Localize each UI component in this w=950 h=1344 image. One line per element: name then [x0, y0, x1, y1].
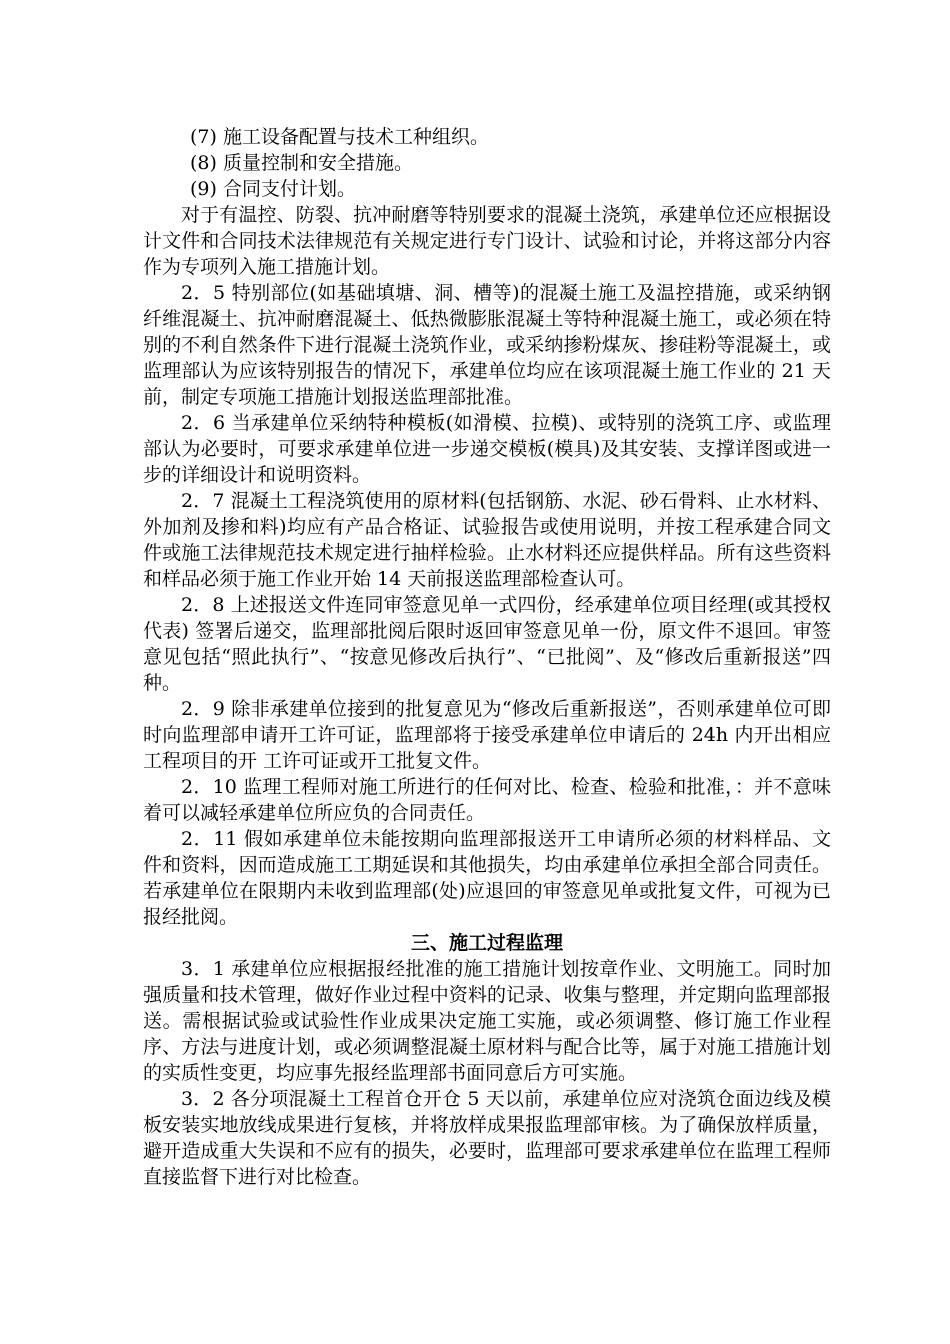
paragraph: 2．10 监理工程师对施工所进行的任何对比、检查、检验和批准，：并不意味着可以减轻承建单位所应负的合同责任。 — [143, 776, 831, 824]
section-title: 三、施工过程监理 — [410, 932, 563, 954]
paragraph: 2．7 混凝土工程浇筑使用的原材料(包括钢筋、水泥、砂石骨料、止水材料、外加剂及掺和料)均应有产品合格证、试验报告或使用说明，并按工程承建合同文件或施工法律规范技术规定进行抽样检验。止水材料还应提供样品。所有这些资料和样品必须于施工作业开始 14 天前报送监理部检查认可。 — [143, 490, 831, 590]
list-item: (7) 施工设备配置与技术工种组织。 — [190, 126, 489, 148]
document-body — [143, 124, 831, 1190]
paragraph: 3．1 承建单位应根据报经批准的施工措施计划按章作业、文明施工。同时加强质量和技术管理，做好作业过程中资料的记录、收集与整理，并定期向监理部报送。需根据试验或试验性作业成果决定施工实施，或必须调整、修订施工作业程序、方法与进度计划，或必须调整混凝土原材料与配合比等，属于对施工措施计划的实质性变更，均应事先报经监理部书面同意后方可实施。 — [143, 958, 831, 1084]
paragraph: 3．2 各分项混凝土工程首仓开仓 5 天以前，承建单位应对浇筑仓面边线及模板安装实地放线成果进行复核，并将放样成果报监理部审核。为了确保放样质量，避开造成重大失误和不应有的损失，必要时，监理部可要求承建单位在监理工程师直接监督下进行对比检查。 — [143, 1088, 831, 1188]
paragraph: 2．9 除非承建单位接到的批复意见为“修改后重新报送”，否则承建单位可即时向监理部申请开工许可证，监理部将于接受承建单位申请后的 24h 内开出相应工程项目的开 工许可证或开工批复文件。 — [143, 698, 831, 772]
paragraph: 2．11 假如承建单位未能按期向监理部报送开工申请所必须的材料样品、文件和资料，因而造成施工工期延误和其他损失，均由承建单位承担全部合同责任。 若承建单位在限期内未收到监理部(处)应退回的审签意见单或批复文件，可视为已报经批阅。 — [143, 828, 831, 928]
paragraph: 2．6 当承建单位采纳特种模板(如滑模、拉模)、或特别的浇筑工序、或监理部认为必要时，可要求承建单位进一步递交模板(模具)及其安装、支撑详图或进一步的详细设计和说明资料。 — [143, 412, 831, 486]
list-item: (8) 质量控制和安全措施。 — [190, 152, 413, 174]
list-item: (9) 合同支付计划。 — [190, 178, 356, 200]
paragraph: 2．8 上述报送文件连同审签意见单一式四份，经承建单位项目经理(或其授权代表) 签署后递交，监理部批阅后限时返回审签意见单一份，原文件不退回。审签意见包括“照此执行”、“按意见修改后执行”、“已批阅”、及“修改后重新报送”四种。 — [143, 594, 831, 694]
paragraph: 对于有温控、防裂、抗冲耐磨等特别要求的混凝土浇筑，承建单位还应根据设计文件和合同技术法律规范有关规定进行专门设计、试验和讨论，并将这部分内容作为专项列入施工措施计划。 — [143, 204, 831, 278]
paragraph: 2．5 特别部位(如基础填塘、洞、槽等)的混凝土施工及温控措施，或采纳钢纤维混凝土、抗冲耐磨混凝土、低热微膨胀混凝土等特种混凝土施工，或必须在特别的不利自然条件下进行混凝土浇筑作业，或采纳掺粉煤灰、掺硅粉等混凝土，或监理部认为应该特别报告的情况下，承建单位均应在该项混凝土施工作业的 21 天前，制定专项施工措施计划报送监理部批准。 — [143, 282, 831, 408]
